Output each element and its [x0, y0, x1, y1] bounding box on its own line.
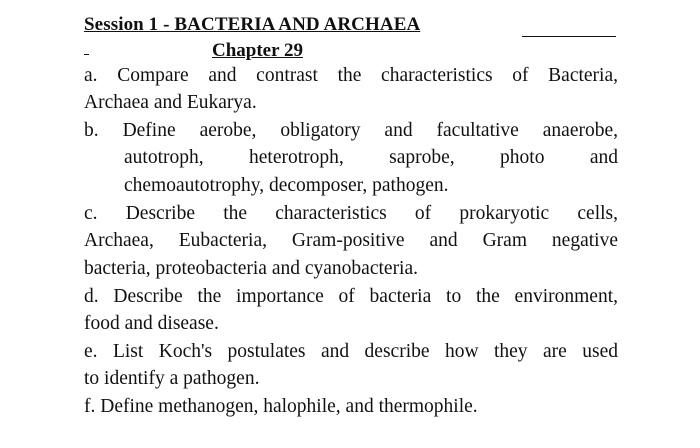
session-title: Session 1 - BACTERIA AND ARCHAEA	[84, 14, 421, 35]
question-a-line-1: a. Compare and contrast the characteristics of Bacteria,	[84, 65, 618, 86]
question-f-line-1: f. Define methanogen, halophile, and thermophile.	[84, 396, 478, 417]
question-c-line-1: c. Describe the characteristics of prokaryotic cells,	[84, 203, 618, 224]
title-answer-blank	[522, 36, 616, 37]
question-c-line-2: Archaea, Eubacteria, Gram-positive and Gram negative	[84, 230, 618, 251]
question-d-line-2: food and disease.	[84, 313, 219, 334]
question-c-line-3: bacteria, proteobacteria and cyanobacteria.	[84, 258, 419, 279]
stray-mark	[84, 54, 89, 55]
question-e-line-2: to identify a pathogen.	[84, 368, 260, 389]
question-e-line-1: e. List Koch's postulates and describe how they are used	[84, 341, 618, 362]
question-a-line-2: Archaea and Eukarya.	[84, 92, 257, 113]
question-d-line-1: d. Describe the importance of bacteria to the environment,	[84, 286, 618, 307]
question-b-line-2: autotroph, heterotroph, saprobe, photo and	[124, 147, 618, 168]
question-b-line-3: chemoautotrophy, decomposer, pathogen.	[124, 175, 449, 196]
question-b-line-1: b. Define aerobe, obligatory and facultative anaerobe,	[84, 120, 618, 141]
chapter-heading: Chapter 29	[212, 40, 303, 61]
